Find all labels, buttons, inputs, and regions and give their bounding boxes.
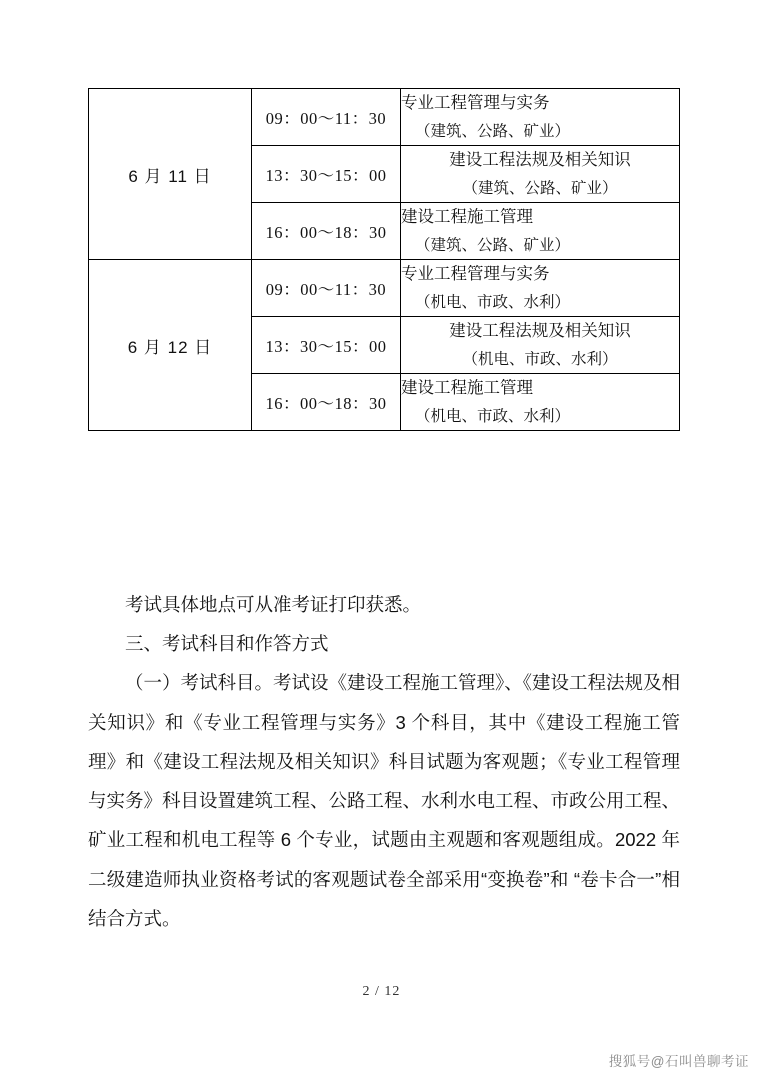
subject-title: 专业工程管理与实务: [401, 265, 550, 283]
document-body: [88, 585, 680, 938]
section-heading: 三、考试科目和作答方式: [125, 633, 329, 655]
exam-subject-cell: [401, 374, 680, 431]
exam-schedule-table: [88, 88, 680, 431]
exam-date-cell: 6 月 12 日: [89, 260, 252, 431]
exam-subject-cell: [401, 89, 680, 146]
exam-subject-cell: [401, 260, 680, 317]
subject-majors: （建筑、公路、矿业）: [415, 236, 571, 254]
page-number: 2 / 12: [362, 984, 401, 999]
exam-subject-cell: [401, 146, 680, 203]
watermark-text: 搜狐号@石叫兽聊考证: [608, 1054, 749, 1069]
subjects-paragraph: （一）考试科目。考试设《建设工程施工管理》、《建设工程法规及相关知识》和《专业工程管理与实务》3 个科目，其中《建设工程施工管理》和《建设工程法规及相关知识》科目试题为客观题；《专业工程管理与实务》科目设置建筑工程、公路工程、水利水电工程、市政公用工程、矿业工程和机电工程等 6 个专业，试题由主观题和客观题组成。2022 年二级建造师执业资格考试的客观题试卷全部采用“变换卷”和 “卷卡合一”相结合方式。: [88, 672, 681, 929]
subject-title: 专业工程管理与实务: [401, 94, 550, 112]
subject-title: 建设工程法规及相关知识: [449, 322, 631, 340]
subject-majors: （机电、市政、水利）: [415, 293, 571, 311]
subject-title: 建设工程施工管理: [401, 379, 533, 397]
exam-time-cell: 16：00～18：30: [252, 203, 401, 260]
table-row: [89, 89, 680, 146]
subject-title: 建设工程法规及相关知识: [449, 151, 631, 169]
exam-time-cell: 09：00～11：30: [252, 260, 401, 317]
subject-title: 建设工程施工管理: [401, 208, 533, 226]
exam-time-cell: 13：30～15：00: [252, 146, 401, 203]
exam-time-cell: 13：30～15：00: [252, 317, 401, 374]
table-row: [89, 260, 680, 317]
exam-time-cell: 16：00～18：30: [252, 374, 401, 431]
subject-majors: （建筑、公路、矿业）: [462, 179, 618, 197]
table-body: [89, 89, 680, 431]
exam-date-cell: 6 月 11 日: [89, 89, 252, 260]
venue-note: 考试具体地点可从准考证打印获悉。: [125, 594, 422, 615]
exam-time-cell: 09：00～11：30: [252, 89, 401, 146]
exam-subject-cell: [401, 317, 680, 374]
subject-majors: （机电、市政、水利）: [462, 350, 618, 368]
subject-majors: （机电、市政、水利）: [415, 407, 571, 425]
subject-majors: （建筑、公路、矿业）: [415, 122, 571, 140]
exam-subject-cell: [401, 203, 680, 260]
